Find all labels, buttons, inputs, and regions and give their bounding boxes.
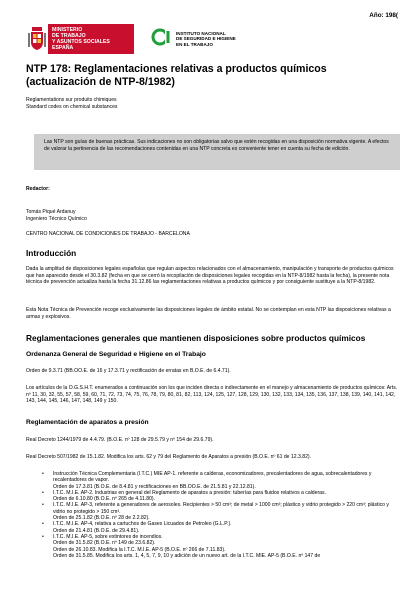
header-logos: [26, 24, 236, 54]
insht-name: [176, 31, 236, 48]
ordenanza-heading: Ordenanza General de Seguridad e Higiene en el Trabajo: [26, 351, 206, 358]
list-item: [42, 534, 398, 559]
ministry-line: MINISTERIO: [52, 26, 83, 33]
presion-heading: Reglamentación de aparatos a presión: [26, 419, 149, 426]
ministry-name: [48, 24, 134, 54]
general-heading: Reglamentaciones generales que mantienen disposiciones sobre productos químicos: [26, 333, 366, 343]
document-title: NTP 178: Reglamentaciones relativas a productos químicos (actualización de NTP-8/1982): [26, 63, 327, 88]
insht-line: DE SEGURIDAD E HIGIENE: [176, 36, 236, 42]
itc-order: Orden de 25.1.82 (B.O.E. nº 28 de 2.2.82).: [53, 515, 150, 522]
itc-text: I.T.C. M.I.E. AP-2. Industrias en general del Reglamento de aparatos a presión: tuberías para fluidos relativos a calderas.: [53, 489, 326, 496]
coat-of-arms-icon: [26, 24, 48, 54]
subtitle-english: Standard codes on chemical substances: [26, 103, 118, 110]
presion-decree: Real Decreto 1244/1979 de 4.4.79. (B.O.E. nº 128 de 29.5.79 y nº 154 de 29.6.79).: [26, 437, 214, 443]
list-item: [42, 471, 398, 490]
ministry-line: DE TRABAJO: [52, 32, 86, 39]
editor-name: Tomás Piqué Ardanuy: [26, 209, 76, 215]
itc-order: Orden de 6.10.80 (B.O.E. nº 265 de 4.11.80).: [53, 496, 156, 503]
subtitle-french: Reglamentations sur produits chimiques: [26, 97, 117, 103]
ministry-line: ESPAÑA: [52, 45, 74, 52]
itc-order: Orden de 31.5.82 (B.O.E. nº 149 de 23.6.82).: [53, 540, 156, 547]
ministry-line: Y ASUNTOS SOCIALES: [52, 39, 110, 45]
year-label: Año: 198(: [369, 12, 398, 19]
editor-label: Redactor:: [26, 186, 50, 192]
itc-list: [42, 471, 398, 559]
intro-heading: Introducción: [26, 248, 77, 258]
ordenanza-articles: Los artículos de la O.G.S.H.T. enumerados a continuación son los que inciden directa o indirectamente en el manejo y almacenamiento de productos químicos: Arts. nº 11, 30, 32, 55, 57, 58, 59, 60, 71, 72, 73, 74, 75, 76, 78, 79, 80, 81, 82, 113, 124, 125, 127, 128, 129, 130, 132, 133, 134, 135, 136, 137, 138, 139, 140, 141, 142, 143, 144, 145, 146, 147, 148, 149 y 150.: [26, 385, 398, 405]
presion-decree-modification: Real Decreto 507/1982 de 15.1.82. Modifica los arts. 62 y 79 del Reglamento de Aparatos a presión (B.O.E. nº 61 de 12.3.82).: [26, 454, 312, 460]
editor-role: Ingeniero Técnico Químico: [26, 216, 87, 222]
intro-paragraph: Dada la amplitud de disposiciones legales españolas que regulan aspectos relacionados con el almacenamiento, manipulación y transporte de productos químicos que han aparecido desde el 30.3.82 (fecha en que se cerró la recopilación de disposiciones legales recogidas en la NTP-8/1982 hasta la fecha), la presente nota técnica de prevención actualiza hasta la fecha 31.12.86 las reglamentaciones relativas a productos químicos y por consiguiente sustituye a la NTP-8/1982.: [26, 266, 394, 286]
ordenanza-order: Orden de 9.3.71 (BB.OO.E. de 16 y 17.3.71 y rectificación de erratas en B.O.E. de 6.4.71).: [26, 368, 231, 374]
itc-order: Orden de 21.4.81 (B.O.E. de 29.4.81).: [53, 527, 140, 534]
disclaimer-box: Las NTP son guías de buenas prácticas. Sus indicaciones no son obligatorias salvo que estén recogidas en una disposición normativa vigente. A efectos de valorar la pertinencia de las recomendaciones contenidas en una NTP concreta es conveniente tener en cuenta su fecha de edición.: [34, 134, 400, 170]
insht-line: EN EL TRABAJO: [176, 41, 213, 47]
insht-line: INSTITUTO NACIONAL: [176, 30, 226, 36]
list-item: [42, 521, 398, 534]
insht-emblem-icon: [150, 27, 172, 52]
list-item: [42, 490, 398, 503]
alt-titles: [26, 97, 117, 110]
itc-order: Orden de 31.5.85. Modifica los arts. 1, 4, 5, 7, 9, 10 y adición de un nuevo art. de la I.T.C. MIE. AP-5 (B.O.E. nº 147 de: [53, 552, 321, 559]
ministry-logo: [26, 24, 134, 54]
itc-text: Instrucción Técnica Complementaria (I.T.C.) MIE AP-1. referente a calderas, economizadores, precalentadores de agua, sobrecalentadores y recalentadores de vapor.: [53, 471, 372, 484]
itc-text: I.T.C. M.I.E. AP-4, relativa a cartuchos de Gases Licuados de Petroleo (G.L.P.).: [53, 521, 232, 528]
insht-logo: [150, 27, 236, 52]
intro-paragraph-scope: Esta Nota Técnica de Prevención recoge exclusivamente las disposiciones legales de ámbito estatal. No se contemplan en esta NTP las disposiciones relativas a armas y explosivos.: [26, 307, 391, 320]
editor-center: CENTRO NACIONAL DE CONDICIONES DE TRABAJO - BARCELONA: [26, 231, 190, 237]
itc-text: I.T.C. M.I.E. AP-5, sobre extintores de incendios.: [53, 533, 163, 540]
itc-order: Orden de 17.3.81 (B.O.E. de 8.4.81 y rectificaciones en BB.OO.E. de 21.5.81 y 22.12.81).: [53, 483, 256, 490]
list-item: [42, 502, 398, 521]
itc-order: Orden de 26.10.83. Modifica la I.T.C. M.I.E. AP-5 (B.O.E. nº 266 de 7.11.83).: [53, 546, 226, 553]
itc-text: I.T.C. M.I.E. AP-3, referente a generadores de aerosoles. Recipientes > 50 cm³; de metal > 1000 cm³; plástico y vidrio protegido > 220 cm³; plástico y vidrio no protegido > 150 cm³.: [53, 502, 389, 515]
